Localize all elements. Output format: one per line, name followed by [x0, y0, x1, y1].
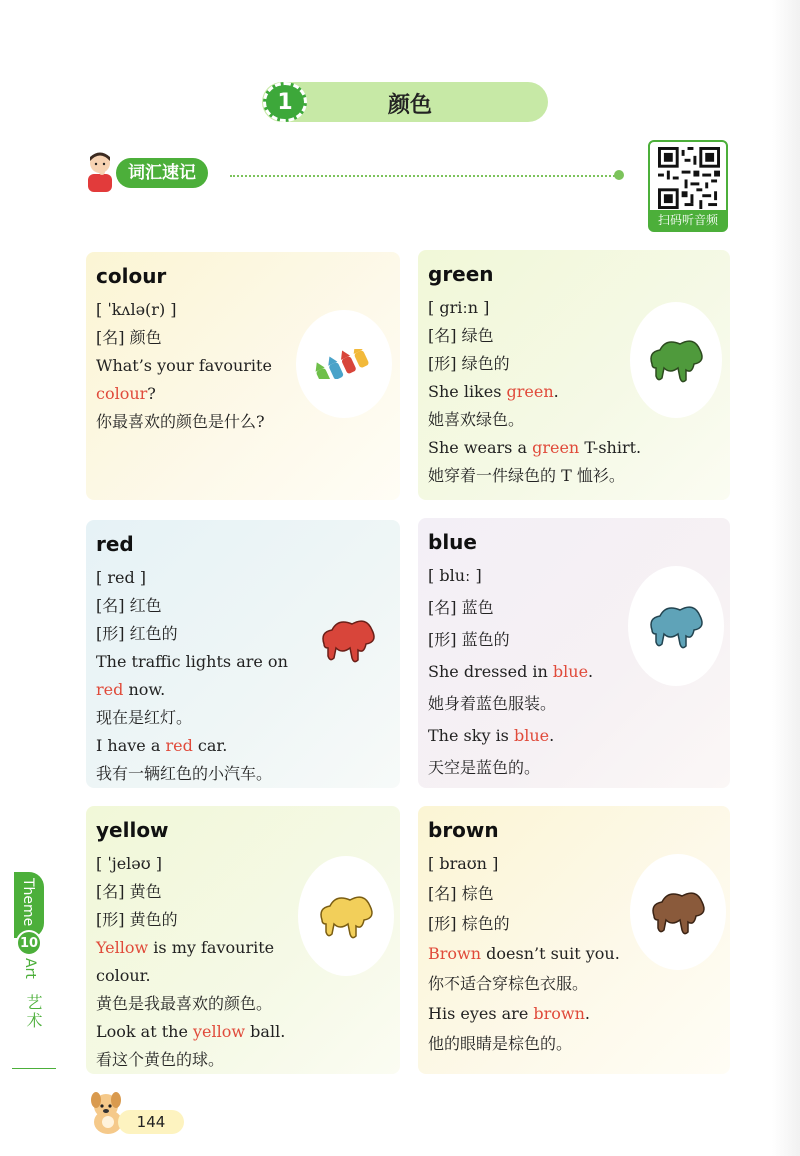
example-sentence: The sky is blue. — [428, 726, 555, 745]
boy-mascot-icon — [82, 150, 118, 192]
crayons-icon — [311, 349, 377, 379]
vocab-word: red — [96, 532, 134, 556]
illustration-bubble — [296, 310, 392, 418]
example-translation: 现在是红灯。 — [96, 708, 193, 727]
vocab-card-colour — [86, 252, 400, 500]
qr-code-box[interactable] — [648, 140, 728, 232]
example-sentence: The traffic lights are on — [96, 652, 288, 671]
example-sentence: Yellow is my favourite — [96, 938, 275, 957]
phonetic: [ ˈjeləʊ ] — [96, 854, 162, 873]
phonetic: [ ˈkʌlə(r) ] — [96, 300, 177, 319]
section-label: 词汇速记 — [116, 158, 208, 188]
part-of-speech-adj: [形] 红色的 — [96, 624, 178, 643]
illustration-bubble — [630, 854, 726, 970]
vocab-word: colour — [96, 264, 167, 288]
example-sentence-cont: colour? — [96, 384, 156, 403]
side-divider — [12, 1068, 56, 1069]
phonetic: [ braʊn ] — [428, 854, 499, 873]
qr-code-icon[interactable] — [658, 147, 720, 209]
example-translation: 她身着蓝色服装。 — [428, 694, 557, 713]
example-translation: 看这个黄色的球。 — [96, 1050, 225, 1069]
theme-name: Art — [22, 958, 38, 979]
vocab-word: green — [428, 262, 494, 286]
theme-number: 10 — [16, 930, 42, 956]
part-of-speech-noun: [名] 绿色 — [428, 326, 494, 345]
illustration-bubble — [630, 302, 722, 418]
example-translation: 你最喜欢的颜色是什么? — [96, 412, 265, 431]
page-title: 颜色 — [387, 93, 432, 118]
example-translation: 黄色是我最喜欢的颜色。 — [96, 994, 273, 1013]
example-sentence: She wears a green T-shirt. — [428, 438, 642, 457]
yellow-paint-splat-icon — [314, 890, 378, 942]
page-edge — [772, 0, 800, 1156]
vocab-word: blue — [428, 530, 477, 554]
part-of-speech-noun: [名] 黄色 — [96, 882, 162, 901]
example-sentence: She likes green. — [428, 382, 559, 401]
lesson-number: 1 — [263, 82, 307, 122]
example-sentence-cont: colour. — [96, 966, 151, 985]
part-of-speech-adj: [形] 蓝色的 — [428, 630, 510, 649]
example-sentence: Brown doesn’t suit you. — [428, 944, 620, 963]
theme-label: Theme — [20, 878, 36, 927]
example-translation: 我有一辆红色的小汽车。 — [96, 764, 273, 783]
brown-paint-splat-icon — [646, 886, 710, 938]
example-sentence: His eyes are brown. — [428, 1004, 591, 1023]
part-of-speech-adj: [形] 棕色的 — [428, 914, 510, 933]
illustration-bubble — [300, 580, 396, 700]
vocab-word: brown — [428, 818, 499, 842]
example-translation: 她穿着一件绿色的 T 恤衫。 — [428, 466, 625, 485]
example-translation: 你不适合穿棕色衣服。 — [428, 974, 589, 993]
part-of-speech-adj: [形] 绿色的 — [428, 354, 510, 373]
blue-paint-splat-icon — [644, 600, 708, 652]
section-divider — [230, 175, 618, 177]
part-of-speech-noun: [名] 红色 — [96, 596, 162, 615]
vocab-card-blue — [418, 518, 730, 788]
vocab-card-green — [418, 250, 730, 500]
example-sentence: She dressed in blue. — [428, 662, 594, 681]
page-number: 144 — [118, 1110, 184, 1134]
phonetic: [ bluː ] — [428, 566, 482, 585]
phonetic: [ red ] — [96, 568, 147, 587]
illustration-bubble — [298, 856, 394, 976]
green-paint-splat-icon — [644, 334, 708, 386]
part-of-speech-noun: [名] 蓝色 — [428, 598, 494, 617]
part-of-speech-noun: [名] 棕色 — [428, 884, 494, 903]
example-translation: 他的眼睛是棕色的。 — [428, 1034, 573, 1053]
qr-code-label: 扫码听音频 — [650, 210, 726, 230]
example-translation: 天空是蓝色的。 — [428, 758, 541, 777]
theme-tab — [14, 872, 44, 938]
example-sentence-cont: red now. — [96, 680, 166, 699]
vocab-card-brown — [418, 806, 730, 1074]
example-translation: 她喜欢绿色。 — [428, 410, 525, 429]
theme-name-cn: 艺术 — [24, 994, 43, 1030]
part-of-speech-adj: [形] 黄色的 — [96, 910, 178, 929]
example-sentence: What’s your favourite — [96, 356, 272, 375]
part-of-speech-noun: [名] 颜色 — [96, 328, 162, 347]
vocab-card-red — [86, 520, 400, 788]
example-sentence: Look at the yellow ball. — [96, 1022, 286, 1041]
vocab-card-yellow — [86, 806, 400, 1074]
vocab-word: yellow — [96, 818, 169, 842]
example-sentence: I have a red car. — [96, 736, 228, 755]
red-paint-splat-icon — [316, 614, 380, 666]
divider-end-dot — [614, 170, 624, 180]
phonetic: [ griːn ] — [428, 298, 490, 317]
illustration-bubble — [628, 566, 724, 686]
